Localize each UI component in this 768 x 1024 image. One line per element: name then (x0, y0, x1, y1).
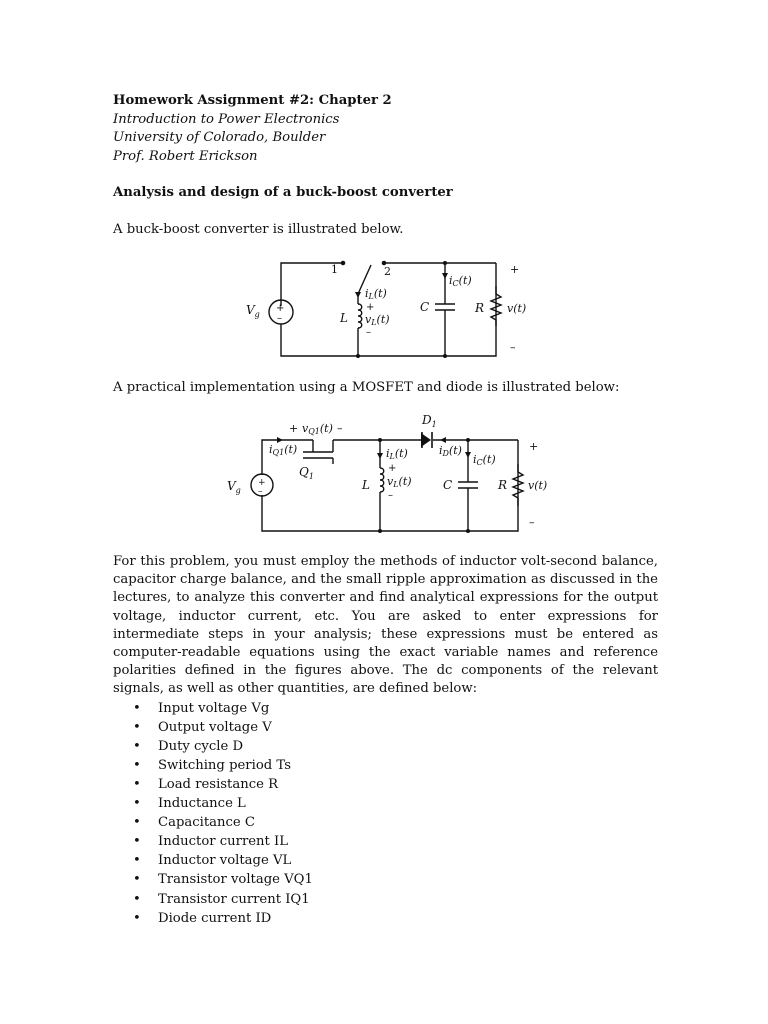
parameter-list (113, 699, 658, 928)
output-minus-2: – (529, 516, 535, 529)
parameter-list-item (113, 737, 658, 756)
parameter-list-item (113, 756, 658, 775)
inductor-current-label: iL(t) (365, 287, 387, 301)
parameter-text: Duty cycle D (158, 738, 244, 754)
parameter-text: Output voltage V (158, 719, 272, 735)
output-minus: – (510, 341, 516, 354)
problem-block (113, 553, 658, 928)
vq1-minus: – (337, 422, 343, 435)
document-page (113, 92, 658, 240)
output-plus: + (510, 263, 520, 276)
inductor-voltage-label: vL(t) (365, 313, 390, 327)
diode-label: $D_1$ (422, 413, 437, 429)
capacitor-current-label: iC(t) (449, 274, 472, 288)
parameter-text: Inductor voltage VL (158, 853, 292, 869)
inductor-voltage-label-2: vL(t) (387, 475, 412, 489)
parameter-list-item (113, 775, 658, 794)
source-plus: + (276, 303, 285, 314)
source-label: $V_g$ (246, 303, 260, 319)
buck-boost-circuit-diagram (235, 256, 535, 366)
bullet-icon: • (133, 777, 141, 792)
parameter-list-item (113, 909, 658, 928)
parameter-list-item (113, 718, 658, 737)
inductor-minus: – (366, 327, 371, 338)
bullet-icon: • (133, 853, 141, 869)
bullet-icon: • (133, 738, 141, 754)
node-1-label: 1 (331, 263, 338, 276)
section-title: Analysis and design of a buck-boost converter (113, 185, 453, 201)
parameter-list-item (113, 813, 658, 832)
parameter-list-item (113, 890, 658, 909)
bullet-icon: • (133, 891, 141, 907)
transistor-voltage-label: vQ1(t) (302, 422, 333, 436)
inductor-plus: + (366, 302, 375, 313)
source-plus-2: + (258, 478, 266, 488)
practical-sentence-block (113, 379, 658, 398)
inductor-minus-2: – (388, 490, 393, 501)
parameter-text: Capacitance C (158, 815, 255, 831)
transistor-current-label: iQ1(t) (269, 443, 298, 457)
bullet-icon: • (133, 719, 141, 735)
inductor-current-label-2: iL(t) (386, 447, 408, 461)
assignment-title: Homework Assignment #2: Chapter 2 (113, 93, 392, 108)
course-name: Introduction to Power Electronics (113, 111, 340, 127)
parameter-list-item (113, 851, 658, 870)
parameter-list-item (113, 699, 658, 718)
capacitor-label: C (420, 300, 430, 314)
parameter-text: Inductor current IL (158, 834, 289, 850)
diode-current-label: iD(t) (439, 444, 462, 458)
bullet-icon: • (133, 910, 141, 926)
capacitor-label-2: C (443, 478, 453, 492)
output-plus-2: + (529, 440, 539, 453)
mosfet-buck-boost-circuit-diagram (225, 408, 555, 540)
parameter-text: Switching period Ts (158, 757, 292, 773)
parameter-list-item (113, 832, 658, 851)
parameter-text: Transistor current IQ1 (158, 891, 310, 907)
source-minus-2: – (258, 487, 263, 497)
source-label-2: $V_g$ (227, 479, 241, 495)
bullet-icon: • (133, 757, 141, 773)
vq1-plus: + (289, 422, 299, 435)
capacitor-current-label-2: iC(t) (473, 453, 496, 467)
transistor-label: $Q_1$ (299, 465, 314, 481)
inductor-label: L (340, 311, 348, 325)
parameter-list-item (113, 870, 658, 889)
inductor-label-2: L (362, 478, 370, 492)
inductor-plus-2: + (388, 463, 397, 474)
university-name: University of Colorado, Boulder (113, 130, 326, 146)
bullet-icon: • (133, 700, 141, 716)
bullet-icon: • (133, 834, 141, 850)
problem-paragraph: For this problem, you must employ the methods of inductor volt-second balance, capacitor charge balance, and the small ripple approximation as discussed in the lectures, to analyze this converter and find analytical expressions for the output voltage, inductor current, etc. You are asked to enter expressions for intermediate steps in your analysis; these expressions must be entered as computer-readable equations using the exact variable names and reference polarities defined in the figures above. The dc components of the relevant signals, as well as other quantities, are defined below: (113, 554, 658, 697)
parameter-list-item (113, 794, 658, 813)
parameter-text: Inductance L (158, 796, 246, 812)
parameter-text: Diode current ID (158, 910, 272, 926)
resistor-label-2: R (498, 478, 508, 492)
output-voltage-label: v(t) (507, 302, 527, 315)
parameter-text: Load resistance R (158, 777, 279, 792)
professor-name: Prof. Robert Erickson (113, 148, 258, 164)
output-voltage-label-2: v(t) (528, 479, 548, 492)
parameter-text: Transistor voltage VQ1 (158, 872, 313, 888)
bullet-icon: • (133, 815, 141, 831)
source-minus: – (277, 313, 282, 324)
bullet-icon: • (133, 872, 141, 888)
resistor-label: R (475, 301, 485, 315)
practical-sentence: A practical implementation using a MOSFET and diode is illustrated below: (113, 380, 620, 395)
intro-sentence: A buck-boost converter is illustrated below. (113, 221, 404, 237)
node-2-label: 2 (384, 265, 391, 278)
parameter-text: Input voltage Vg (158, 700, 270, 716)
bullet-icon: • (133, 796, 141, 812)
